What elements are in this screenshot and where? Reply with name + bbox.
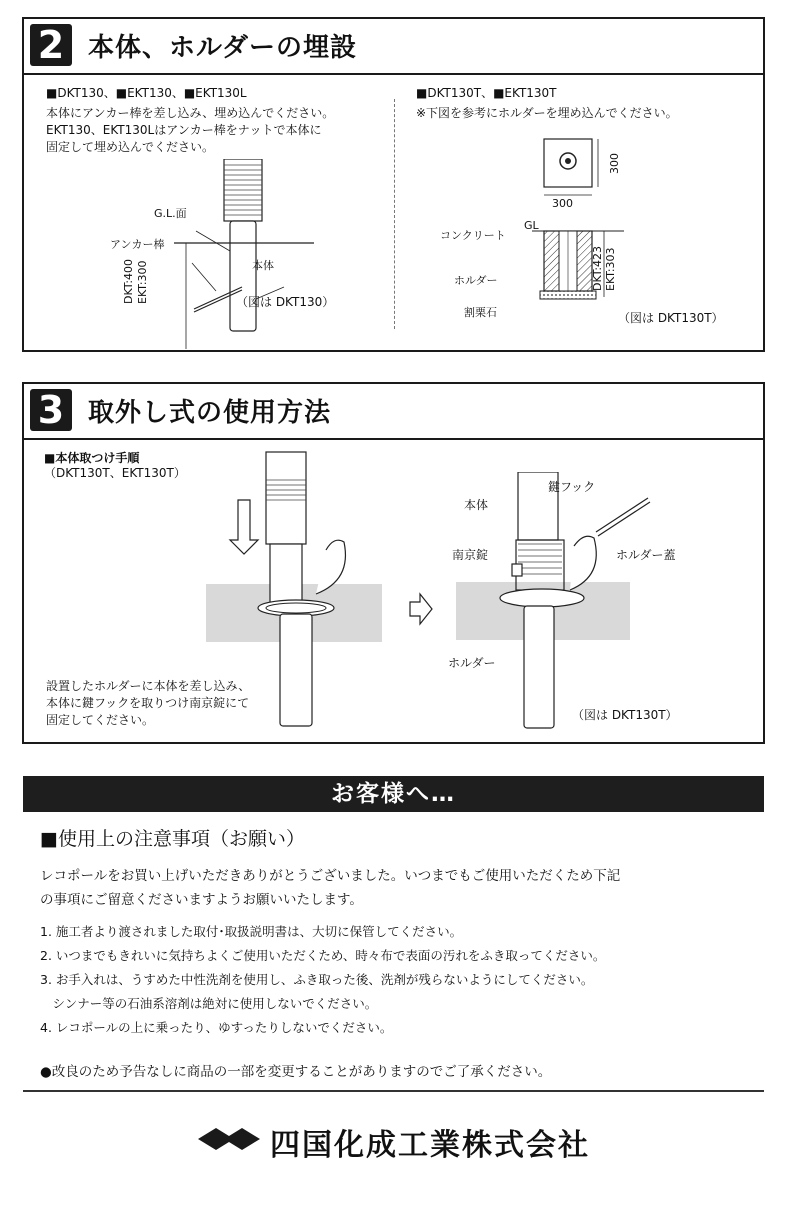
mount-steps-models: （DKT130T、EKT130T）	[44, 466, 186, 480]
right-caption: （図は DKT130T）	[618, 311, 724, 325]
right-line-1: ※下図を参考にホルダーを埋め込んでください。	[416, 106, 678, 120]
label-crushed-stone: 割栗石	[464, 306, 497, 319]
customer-banner: お客様へ…	[23, 776, 764, 812]
section-3-caption: （図は DKT130T）	[572, 708, 678, 722]
notes-item-1: 1. 施工者より渡されました取付･取扱説明書は、大切に保管してください。	[40, 924, 463, 939]
section-2-title: 本体、ホルダーの埋設	[88, 33, 357, 63]
company-logo-icon	[196, 1122, 262, 1156]
section-3-title: 取外し式の使用方法	[88, 398, 332, 428]
section-2-number: 2	[30, 24, 72, 66]
notes-intro-2: の事項にご留意くださいますようお願いいたします。	[40, 892, 363, 908]
section-2-panel	[22, 17, 765, 352]
left-line-1: 本体にアンカー棒を差し込み、埋め込んでください。	[46, 106, 335, 120]
label-padlock: 南京錠	[452, 548, 489, 562]
install-desc-3: 固定してください。	[46, 713, 155, 727]
notes-item-4: 4. レコポールの上に乗ったり、ゆすったりしないでください。	[40, 1020, 393, 1035]
label-gl-surface: G.L.面	[154, 207, 187, 220]
section-2-divider	[394, 99, 395, 329]
label-holder-lid: ホルダー蓋	[616, 548, 676, 562]
notes-item-2: 2. いつまでもきれいに気持ちよくご使用いただくため、時々布で表面の汚れをふき取ってください。	[40, 948, 606, 963]
dim-dkt-400: DKT:400	[122, 258, 135, 304]
label-anchor-rod: アンカー棒	[110, 238, 165, 251]
company-name: 四国化成工業株式会社	[270, 1128, 590, 1163]
next-step-arrow	[408, 592, 434, 626]
label-holder: ホルダー	[454, 274, 498, 287]
section-3-header	[24, 384, 763, 440]
left-heading: ■DKT130、■EKT130、■EKT130L	[46, 86, 247, 100]
notes-heading: ■使用上の注意事項（お願い）	[40, 828, 305, 850]
anchor-install-diagram	[134, 159, 334, 349]
install-desc-2: 本体に鍵フックを取りつけ南京錠にて	[46, 696, 250, 710]
label-key-hook: 鍵フック	[548, 480, 596, 494]
right-heading: ■DKT130T、■EKT130T	[416, 86, 557, 100]
footer-rule	[23, 1090, 764, 1092]
mount-steps-heading: ■本体取つけ手順	[44, 451, 140, 465]
dim-300-horizontal: 300	[552, 197, 573, 210]
notes-item-3: 3. お手入れは、うすめた中性洗剤を使用し、ふき取った後、洗剤が残らないようにしてください。	[40, 972, 594, 987]
label-holder-3: ホルダー	[448, 656, 496, 670]
dim-300-vertical: 300	[608, 153, 621, 174]
dim-ekt-303: EKT:303	[604, 247, 617, 291]
label-concrete: コンクリート	[440, 229, 506, 242]
section-2-header	[24, 19, 763, 75]
left-line-3: 固定して埋め込んでください。	[46, 140, 215, 154]
label-body: 本体	[252, 259, 274, 272]
install-desc-1: 設置したホルダーに本体を差し込み、	[46, 679, 251, 693]
dim-dkt-423: DKT:423	[591, 245, 604, 291]
notes-item-3-cont: シンナー等の石油系溶剤は絶対に使用しないでください。	[40, 996, 378, 1011]
label-body-3: 本体	[464, 498, 489, 512]
notes-intro-1: レコポールをお買い上げいただきありがとうございました。いつまでもご使用いただくため下記	[40, 868, 621, 884]
section-3-number: 3	[30, 389, 72, 431]
section-3-panel	[22, 382, 765, 744]
left-line-2: EKT130、EKT130Lはアンカー棒をナットで本体に	[46, 123, 322, 137]
label-gl: GL	[524, 219, 539, 232]
dim-ekt-300: EKT:300	[136, 260, 149, 304]
left-caption: （図は DKT130）	[236, 295, 335, 309]
notes-footer: ●改良のため予告なしに商品の一部を変更することがありますのでご了承ください。	[40, 1064, 552, 1080]
